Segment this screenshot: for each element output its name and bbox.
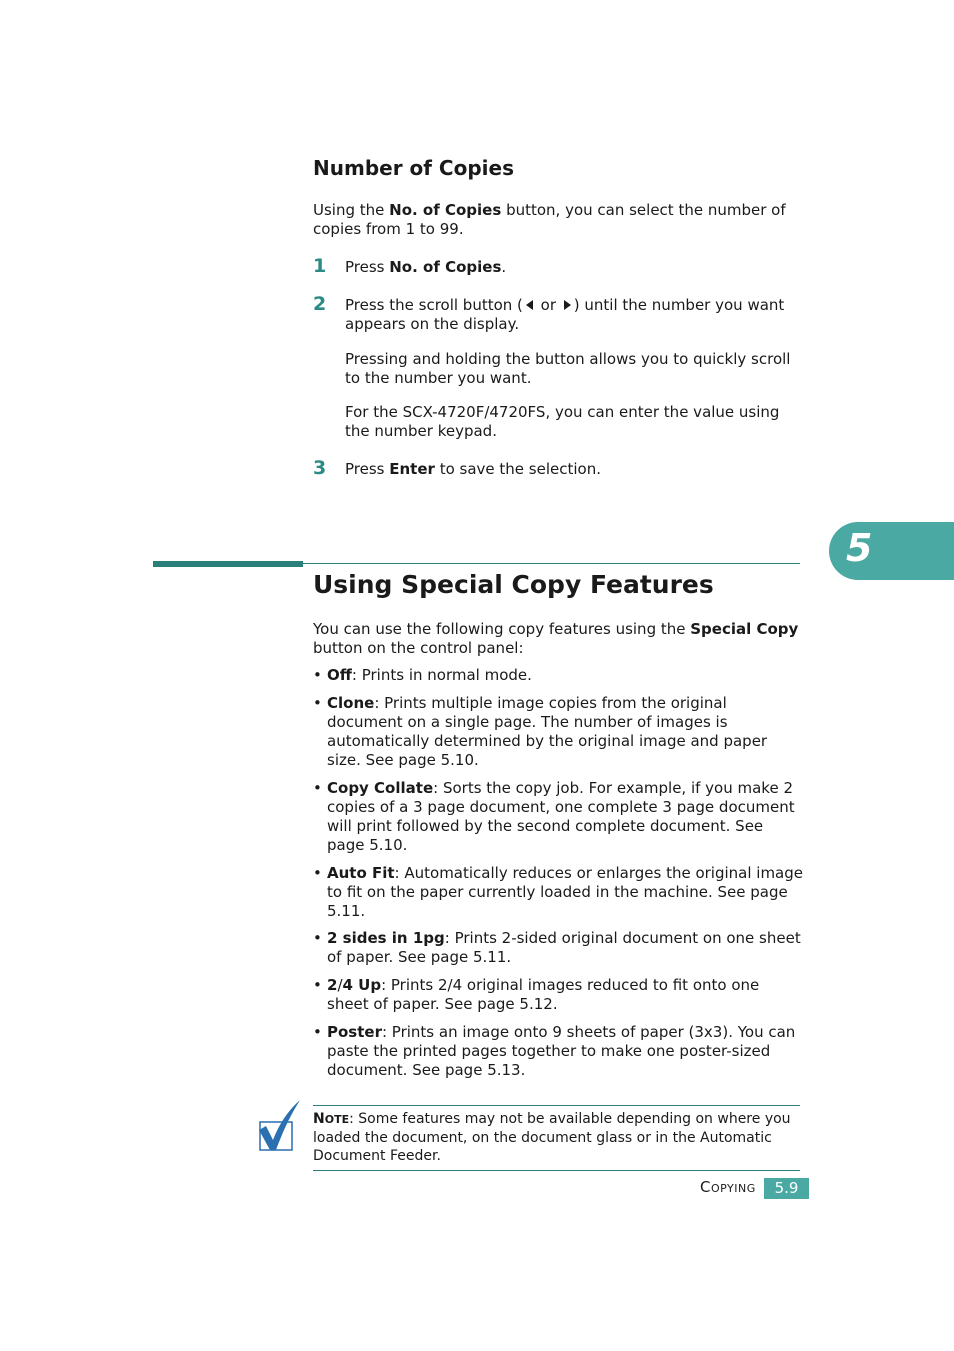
- note-rule-top: [313, 1105, 800, 1106]
- special-intro-pre: You can use the following copy features using the: [313, 620, 691, 638]
- feature-name: Poster: [327, 1023, 382, 1041]
- feature-desc: : Sorts the copy job. For example, if you make 2 copies of a 3 page document, one complete 3 page document will print followed by the second complete document. See page 5.10.: [327, 779, 795, 854]
- step-2-note-1: Pressing and holding the button allows you to quickly scroll to the number you want.: [345, 350, 791, 387]
- note-label-rest: OTE: [324, 1113, 350, 1126]
- copies-intro: [313, 201, 799, 239]
- bullet-dot: •: [313, 976, 322, 994]
- step-3-text: [345, 460, 800, 479]
- note-label-n: N: [313, 1111, 325, 1127]
- feature-name-a: 2: [327, 976, 338, 994]
- special-copy-intro: [313, 620, 799, 658]
- feature-name: Clone: [327, 694, 375, 712]
- feature-desc: : Prints 2/4 original images reduced to fit onto one sheet of paper. See page 5.12.: [327, 976, 760, 1013]
- scroll-right-icon: [564, 300, 571, 310]
- step-2-number: 2: [313, 293, 327, 315]
- feature-desc: : Prints 2-sided original document on one sheet of paper. See page 5.11.: [327, 929, 801, 966]
- copies-intro-pre: Using the: [313, 201, 390, 219]
- feature-item-2-sides: [313, 929, 803, 967]
- copies-intro-post: button, you can select the number of copies from 1 to 99.: [313, 201, 786, 238]
- feature-item-off: [313, 666, 803, 685]
- step-1-bold: No. of Copies: [389, 258, 502, 276]
- note-text: [313, 1110, 799, 1165]
- feature-desc: : Prints an image onto 9 sheets of paper (3x3). You can paste the printed pages together to make one poster-sized document. See page 5.13.: [327, 1023, 796, 1079]
- step-3-post: to save the selection.: [434, 460, 601, 478]
- page-number: 5.9: [764, 1178, 809, 1199]
- footer-chapter-rest: OPYING: [710, 1182, 756, 1195]
- section-title-number-of-copies: Number of Copies: [313, 156, 514, 180]
- step-3-bold: Enter: [389, 460, 435, 478]
- feature-item-poster: [313, 1023, 803, 1080]
- feature-name-sep: /: [337, 976, 343, 994]
- bullet-dot: •: [313, 1023, 322, 1041]
- step-1-text: [345, 258, 800, 277]
- feature-name: Copy Collate: [327, 779, 434, 797]
- step-3-pre: Press: [345, 460, 390, 478]
- note-rule-bottom: [313, 1170, 800, 1171]
- special-intro-bold: Special Copy: [690, 620, 799, 638]
- feature-desc: : Automatically reduces or enlarges the original image to fit on the paper currently loaded in the machine. See page 5.11.: [327, 864, 804, 920]
- scroll-left-icon: [526, 300, 533, 310]
- section-bar-rule: [303, 563, 800, 564]
- step-2-mid: or: [535, 296, 561, 314]
- feature-name-b: 4 Up: [342, 976, 382, 994]
- feature-item-copy-collate: [313, 779, 803, 855]
- section-bar-accent: [153, 561, 303, 567]
- feature-name: 2 sides in 1pg: [327, 929, 445, 947]
- section-title-special-copy: Using Special Copy Features: [313, 570, 714, 599]
- copies-intro-bold: No. of Copies: [389, 201, 502, 219]
- footer-chapter-c: C: [700, 1178, 711, 1196]
- bullet-dot: •: [313, 929, 322, 947]
- feature-item-clone: [313, 694, 803, 770]
- bullet-dot: •: [313, 666, 322, 684]
- step-1-post: .: [501, 258, 507, 276]
- special-intro-post: button on the control panel:: [313, 639, 524, 657]
- chapter-tab-number: 5: [846, 526, 873, 570]
- feature-desc: : Prints multiple image copies from the original document on a single page. The number of images is automatically determined by the original image and paper size. See page 5.10.: [327, 694, 768, 769]
- feature-name: Off: [327, 666, 352, 684]
- step-1-number: 1: [313, 255, 327, 277]
- step-1-pre: Press: [345, 258, 390, 276]
- feature-name: Auto Fit: [327, 864, 395, 882]
- step-2-post: ) until the number you want appears on the display.: [345, 296, 785, 333]
- step-3-number: 3: [313, 457, 327, 479]
- step-2-text: [345, 296, 800, 334]
- bullet-dot: •: [313, 694, 322, 712]
- step-2-pre: Press the scroll button (: [345, 296, 523, 314]
- footer-chapter-name: [700, 1178, 756, 1196]
- feature-item-2-4-up: [313, 976, 803, 1014]
- bullet-dot: •: [313, 864, 322, 882]
- feature-item-auto-fit: [313, 864, 803, 921]
- note-body: : Some features may not be available depending on where you loaded the document, on the document glass or in the Automatic Document Feeder.: [313, 1111, 791, 1164]
- chapter-tab: [829, 522, 954, 580]
- bullet-dot: •: [313, 779, 322, 797]
- feature-desc: : Prints in normal mode.: [351, 666, 532, 684]
- step-2-note-2: For the SCX-4720F/4720FS, you can enter the value using the number keypad.: [345, 403, 780, 440]
- note-checkmark-icon: [256, 1098, 304, 1154]
